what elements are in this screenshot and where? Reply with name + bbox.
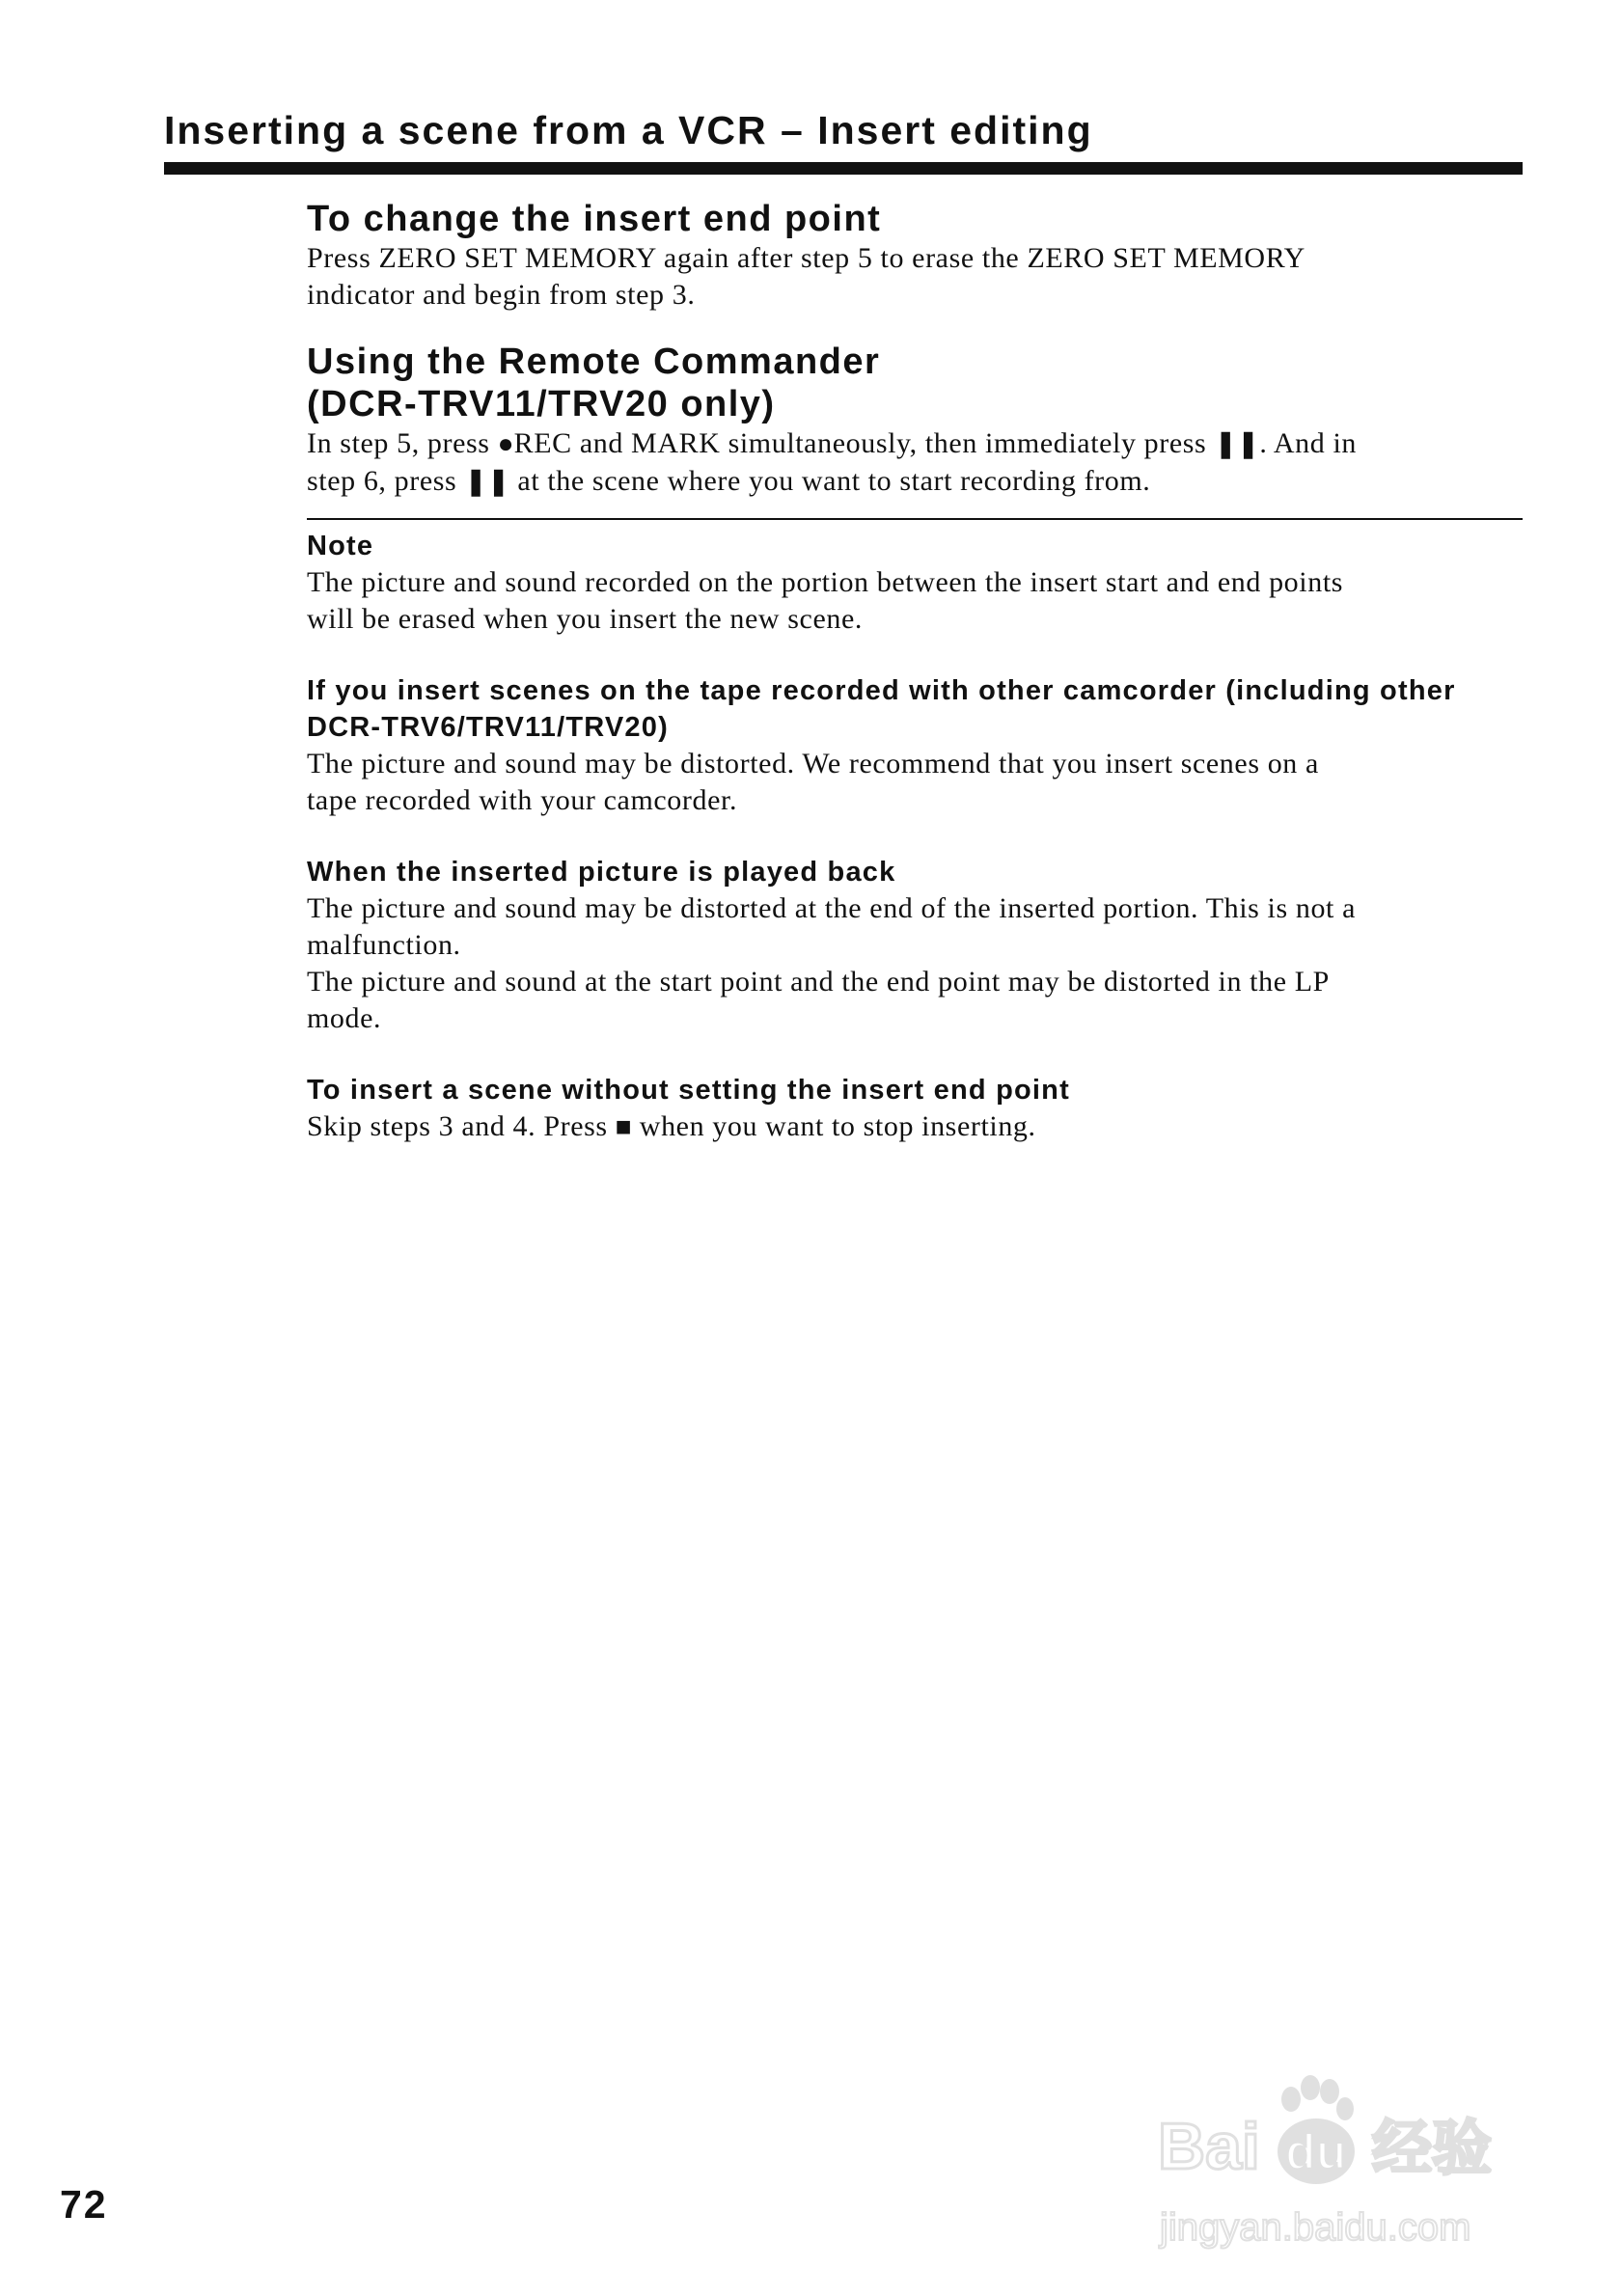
paw-toe xyxy=(1320,2079,1339,2104)
paragraph-other-camcorder xyxy=(307,746,1523,819)
text-line: malfunction. xyxy=(307,929,461,961)
text-segment: REC and MARK simultaneously, then immediately press xyxy=(513,427,1215,459)
baidu-watermark-logo xyxy=(1154,2064,1540,2257)
heading-played-back: When the inserted picture is played back xyxy=(307,857,896,888)
heading-change-end-point: To change the insert end point xyxy=(307,199,882,239)
watermark-brand-bai: Bai xyxy=(1158,2110,1260,2183)
paragraph-without-end-point xyxy=(307,1108,1523,1146)
text-line: The picture and sound may be distorted at the end of the inserted portion. This is not a xyxy=(307,892,1357,924)
stop-icon: ■ xyxy=(615,1112,632,1142)
paw-toe xyxy=(1301,2075,1320,2100)
heading-other-camcorder xyxy=(307,672,1523,746)
text-line: tape recorded with your camcorder. xyxy=(307,784,738,816)
text-line: indicator and begin from step 3. xyxy=(307,279,696,311)
text-line: Press ZERO SET MEMORY again after step 5 to erase the ZERO SET MEMORY xyxy=(307,242,1305,274)
text-segment: In step 5, press xyxy=(307,427,498,459)
heading-line: DCR-TRV6/TRV11/TRV20) xyxy=(307,712,669,743)
text-segment: at the scene where you want to start recording from. xyxy=(509,465,1151,497)
watermark-url: jingyan.baidu.com xyxy=(1160,2206,1471,2249)
heading-line: If you insert scenes on the tape recorded with other camcorder (including other xyxy=(307,675,1456,706)
heading-line: (DCR-TRV11/TRV20 only) xyxy=(307,384,776,424)
text-segment: . And in xyxy=(1259,427,1358,459)
text-segment: when you want to stop inserting. xyxy=(631,1110,1036,1142)
paragraph-remote-commander xyxy=(307,425,1523,501)
paragraph-played-back xyxy=(307,890,1523,1037)
text-line: The picture and sound recorded on the portion between the insert start and end points xyxy=(307,566,1344,598)
heading-remote-commander xyxy=(307,341,1523,425)
heading-line: Using the Remote Commander xyxy=(307,342,881,382)
paragraph-change-end-point xyxy=(307,240,1523,314)
note-divider xyxy=(307,518,1523,520)
watermark-brand-du: du xyxy=(1285,2124,1347,2180)
text-line: will be erased when you insert the new scene. xyxy=(307,603,863,635)
pause-icon: ❚❚ xyxy=(464,467,510,497)
title-rule xyxy=(164,162,1523,175)
watermark-brand-cn: 经验 xyxy=(1372,2116,1493,2182)
text-line: The picture and sound may be distorted. We recommend that you insert scenes on a xyxy=(307,748,1319,779)
section-notes xyxy=(307,528,1523,1146)
rec-dot-icon: ● xyxy=(497,429,514,459)
pause-icon: ❚❚ xyxy=(1214,429,1260,459)
paw-toe xyxy=(1336,2097,1354,2120)
text-line: The picture and sound at the start point and the end point may be distorted in the LP xyxy=(307,966,1330,998)
heading-without-end-point: To insert a scene without setting the insert end point xyxy=(307,1075,1070,1106)
text-segment: step 6, press xyxy=(307,465,465,497)
paw-toe xyxy=(1281,2087,1301,2112)
paragraph-note xyxy=(307,564,1523,638)
content xyxy=(307,198,1523,1146)
text-segment: Skip steps 3 and 4. Press xyxy=(307,1110,616,1142)
section-remote-commander xyxy=(307,341,1523,501)
note-label: Note xyxy=(307,531,374,561)
page-title: Inserting a scene from a VCR – Insert editing xyxy=(164,108,1093,152)
page-number: 72 xyxy=(60,2182,108,2227)
text-line: mode. xyxy=(307,1002,382,1034)
section-change-end-point xyxy=(307,198,1523,314)
